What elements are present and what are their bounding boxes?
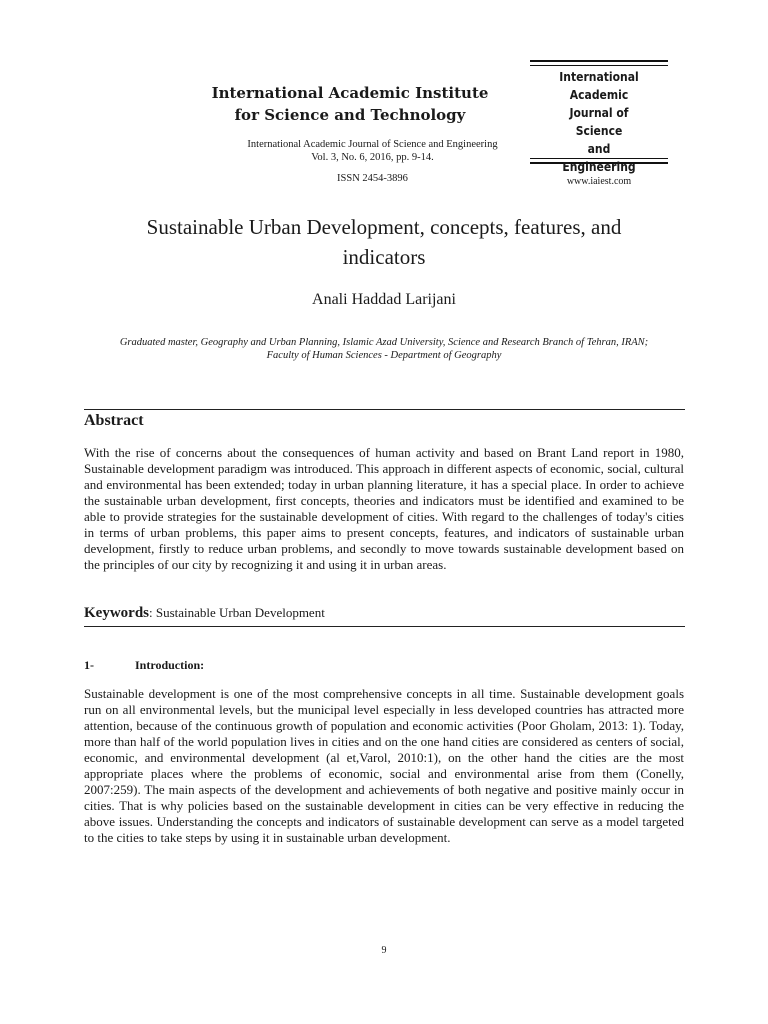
logo-line: Journal of — [569, 106, 629, 120]
issn: ISSN 2454-3896 — [337, 173, 408, 184]
journal-citation — [200, 138, 545, 164]
logo-line: and — [587, 142, 611, 156]
keywords-bottom-rule — [84, 626, 685, 627]
introduction-body: Sustainable development is one of the most comprehensive concepts in all time. Sustainable development goals run on all environmental levels, but the municipal level especially in less developed countries has attracted more attention, because of the continuous growth of population and economic activities (Poor Gholam, 2013: 1). Today, more than half of the world population lives in cities and on the one hand cities are considered as centers of social, economic, and environmental development (al et,Varol, 2010:1), on the other hand the cities are the most appropriate places where the problems of economic, social and environmental arise from them (Conelly, 2007:259). The main aspects of the development and achievements of both negative and positive mainly occur in cities. That is why policies based on the sustainable development in cities can be very effective in reducing the above issues. Understanding the concepts and indicators of sustainable development can serve as a model targeted to the cities to take steps by using it in sustainable urban development. — [84, 686, 684, 845]
volume-line: Vol. 3, No. 6, 2016, pp. 9-14. — [311, 152, 434, 163]
abstract-heading: Abstract — [84, 412, 144, 429]
logo-line: Science — [575, 124, 623, 138]
page-number: 9 — [381, 945, 387, 956]
keywords-label: Keywords — [84, 605, 149, 621]
abstract-body: With the rise of concerns about the consequences of human activity and based on Brant Land report in 1980, Sustainable development paradigm was introduced. This approach in different aspects of economic, social, cultural and environmental has been extended; today in urban planning literature, it has a special place. In order to achieve the sustainable urban development, first concepts, theories and indicators must be identified and examined to be able to provide strategies for the sustainable development of cities. With regard to the challenges of today's cities in terms of urban problems, this paper aims to present concepts, features, and indicators of sustainable urban development, firstly to reduce urban problems, and secondly to move towards sustainable development based on the principles of our city by recognizing it and using it in urban areas. — [84, 445, 684, 572]
institute-line-1: International Academic Institute — [211, 84, 489, 102]
keywords — [84, 605, 325, 622]
logo-line: Engineering — [562, 160, 636, 174]
keywords-value: : Sustainable Urban Development — [149, 605, 325, 620]
author-affiliation — [84, 336, 684, 362]
journal-line: International Academic Journal of Science and Engineering — [247, 139, 498, 150]
title-line-2: indicators — [342, 245, 426, 269]
logo-line: International Academic — [559, 70, 639, 102]
journal-logo — [530, 60, 668, 174]
author-name: Anali Haddad Larijani — [312, 291, 456, 308]
affiliation-line-2: Faculty of Human Sciences - Department of Geography — [266, 350, 502, 361]
affiliation-line-1: Graduated master, Geography and Urban Planning, Islamic Azad University, Science and Research Branch of Tehran, IRAN; — [119, 337, 649, 348]
institute-line-2: for Science and Technology — [234, 106, 466, 124]
journal-website: www.iaiest.com — [566, 176, 632, 187]
section-title: Introduction: — [135, 658, 205, 672]
abstract-top-rule — [84, 409, 685, 410]
paper-title — [84, 212, 684, 272]
section-number: 1- — [84, 658, 94, 672]
institute-name — [200, 82, 500, 126]
title-line-1: Sustainable Urban Development, concepts, features, and — [146, 215, 622, 239]
